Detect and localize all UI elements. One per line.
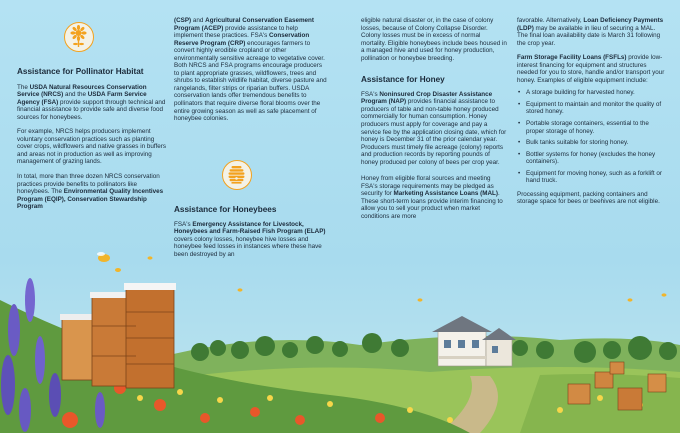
- program-name: Farm Storage Facility Loans (FSFLs): [517, 54, 627, 62]
- paragraph: Processing equipment, packing containers and storage space for bees or beehives are not eligible.: [517, 190, 660, 206]
- list-item: • Equipment to maintain and monitor the quality of stored honey.: [517, 101, 667, 116]
- program-name: Environmental Quality Incentives Program (EQIP), Conservation Stewardship Program: [17, 188, 164, 211]
- column-2: [174, 17, 328, 128]
- beehive-stacks-left: [60, 283, 176, 388]
- paragraph: [361, 175, 507, 220]
- paragraph: [174, 221, 328, 259]
- column-3: [361, 17, 507, 226]
- program-name: Noninsured Crop Disaster Assistance Program (NAP): [361, 90, 493, 106]
- text-run: Honey from eligible floral sources and meeting FSA's storage requirements may be pledged as security for: [361, 175, 494, 198]
- list-item: • Equipment for moving honey, such as a forklift or hand truck.: [517, 170, 667, 185]
- paragraph: eligible natural disaster or, in the case of colony losses, because of Colony Collapse Disorder. Colony losses must be in excess of normal mortality. Eligible honeybees include bees housed in a managed hive and used for honey production, pollination or honeybee breeding.: [361, 17, 507, 62]
- paragraph: [361, 91, 507, 166]
- text-run: provides financial assistance to producers of table and non-table honey produced commercially for human consumption. Honey producers must apply for coverage and pay a service fee by the application closing date, which for honey is December 31 of the prior calendar year. Producers must timely file acreage (colony) reports and production records by reporting pounds of honey produced per colony of bees per crop year.: [361, 98, 507, 166]
- sunflower-icon: [65, 23, 92, 50]
- heading-pollinator-habitat: Assistance for Pollinator Habitat: [17, 67, 144, 76]
- text-run: . These short-term loans provide interim financing to allow you to sell your product when market conditions are more: [361, 190, 503, 221]
- program-name: Emergency Assistance for Livestock, Honeybees and Farm-Raised Fish Program (ELAP): [174, 220, 326, 236]
- text-run: FSA's: [174, 220, 193, 228]
- program-name: (CSP): [174, 17, 192, 24]
- text-run: may be available in lieu of securing a MAL. The final loan availability date is March 31 following the crop year.: [517, 24, 661, 47]
- text-run: and: [191, 17, 206, 24]
- text-run: and the: [63, 91, 88, 99]
- column-1: [17, 68, 169, 216]
- program-name: Agricultural Conservation Easement Program (ACEP): [174, 17, 314, 32]
- right-meadow: [520, 374, 680, 433]
- green-field: [160, 367, 680, 433]
- tree-line: [191, 333, 677, 363]
- wildflower-meadow: [0, 300, 470, 433]
- beehive-boxes-right: [568, 362, 666, 410]
- heading-assistance-honeybees: Assistance for Honeybees: [174, 205, 277, 214]
- meadow-flowers: [137, 389, 643, 423]
- paragraph: [17, 173, 169, 211]
- list-item: • Bottler systems for honey (excludes the honey containers).: [517, 151, 667, 166]
- text-run: provide low-interest financing for equipment and structures needed for you to store, handle and/or transport your honey. Examples of eligible equipment include:: [517, 54, 665, 84]
- list-item: • Bulk tanks suitable for storing honey.: [517, 139, 667, 147]
- text-run: favorable. Alternatively,: [517, 17, 584, 24]
- paragraph: For example, NRCS helps producers implement voluntary conservation practices such as planting cover crops, wildflowers and native grasses in buffers and areas not in production as well as improving management of grazing lands.: [17, 128, 166, 166]
- distant-hills: [150, 336, 680, 433]
- text-run: provide assistance to help implement these practices. FSA's: [174, 24, 298, 40]
- dirt-path: [440, 376, 498, 433]
- beehive-badge: [222, 160, 252, 190]
- paragraph: [517, 17, 667, 47]
- text-run: The: [17, 83, 30, 91]
- list-item: • A storage building for harvested honey.: [517, 89, 667, 97]
- text-run: In total, more than three dozen NRCS conservation practices provide benefits to pollinators like honeybees. The: [17, 173, 160, 196]
- lupine-flowers: [1, 278, 105, 432]
- beehive-icon: [223, 161, 250, 188]
- farmhouse: [432, 316, 516, 366]
- paragraph: [517, 54, 667, 84]
- paragraph: [17, 84, 169, 122]
- text-run: FSA's: [361, 90, 380, 98]
- list-item: • Portable storage containers, essential to the proper storage of honey.: [517, 120, 667, 135]
- heading-assistance-honey: Assistance for Honey: [361, 75, 445, 85]
- paragraph: [174, 17, 328, 123]
- program-name: USDA Farm Service Agency (FSA): [17, 91, 147, 106]
- text-run: encourages farmers to convert highly erodible cropland or other environmentally sensitive acreage to vegetative cover. Both NRCS and FSA programs encourage producers to plant appropriate grasses, wildflowers, trees and shrubs to establish wildlife habitat, diverse pasture and rangelands, filter strips or riparian buffers. USDA conservation lands offer tremendous benefits to pollinators that require diverse floral blooms over the entire growing season as well as safe placement of honeybee colonies.: [174, 39, 327, 123]
- program-name: Loan Deficiency Payments (LDP): [517, 17, 664, 32]
- text-run: covers colony losses, honeybee hive losses and honeybee feed losses in instances where these have been destroyed by an: [174, 235, 322, 258]
- program-name: Marketing Assistance Loans (MAL): [393, 190, 498, 198]
- column-2-lower: [174, 206, 328, 263]
- program-name: USDA Natural Resources Conservation Service (NRCS): [17, 83, 147, 99]
- program-name: Conservation Reserve Program (CRP): [174, 32, 310, 47]
- text-run: provide support through technical and financial assistance to provide safe and diverse food sources for honeybees.: [17, 98, 166, 121]
- poppy-flowers: [62, 365, 385, 428]
- sunflower-badge: [64, 22, 94, 52]
- eligible-equipment-list: [517, 89, 667, 184]
- column-4: [517, 17, 667, 211]
